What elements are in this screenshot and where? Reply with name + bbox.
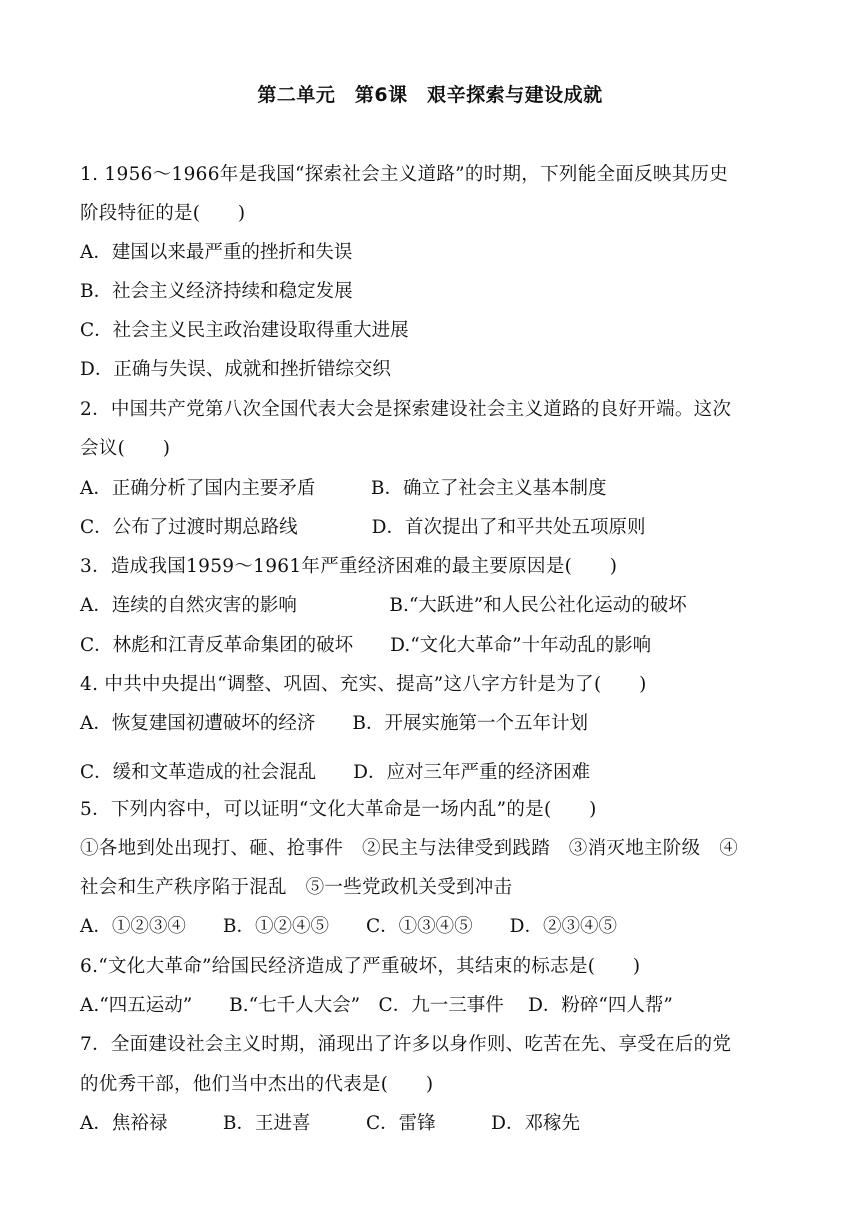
question-1-option-a: A．建国以来最严重的挫折和失误 bbox=[80, 242, 353, 263]
question-1-option-c: C．社会主义民主政治建设取得重大进展 bbox=[80, 320, 409, 341]
question-5-stem-line-3: 社会和生产秩序陷于混乱 ⑤一些党政机关受到冲击 bbox=[80, 877, 513, 898]
page-title: 第二单元 第6课 艰辛探索与建设成就 bbox=[257, 84, 603, 106]
question-2-stem-line-1: 2．中国共产党第八次全国代表大会是探索建设社会主义道路的良好开端。这次 bbox=[80, 399, 732, 420]
question-2-options-row-1: A．正确分析了国内主要矛盾 B．确立了社会主义基本制度 bbox=[80, 478, 607, 499]
question-3-options-row-1: A．连续的自然灾害的影响 B.“大跃进”和人民公社化运动的破坏 bbox=[80, 595, 687, 616]
question-4-options-row-1: A．恢复建国初遭破坏的经济 B．开展实施第一个五年计划 bbox=[80, 713, 588, 734]
question-7-stem-line-1: 7．全面建设社会主义时期，涌现出了许多以身作则、吃苦在先、享受在后的党 bbox=[80, 1034, 732, 1055]
question-1-option-d: D．正确与失误、成就和挫折错综交织 bbox=[80, 359, 391, 380]
question-6-stem: 6.“文化大革命”给国民经济造成了严重破坏，其结束的标志是( ) bbox=[80, 956, 641, 977]
question-1-stem-line-1: 1. 1956～1966年是我国“探索社会主义道路”的时期，下列能全面反映其历史 bbox=[80, 164, 729, 185]
question-4-options-row-2: C．缓和文革造成的社会混乱 D．应对三年严重的经济困难 bbox=[80, 762, 590, 783]
question-3-options-row-2: C．林彪和江青反革命集团的破坏 D.“文化大革命”十年动乱的影响 bbox=[80, 635, 652, 656]
question-1-stem-line-2: 阶段特征的是( ) bbox=[80, 203, 246, 224]
question-7-options: A．焦裕禄 B．王进喜 C．雷锋 D．邓稼先 bbox=[80, 1113, 580, 1134]
question-2-options-row-2: C．公布了过渡时期总路线 D．首次提出了和平共处五项原则 bbox=[80, 517, 646, 538]
question-3-stem: 3．造成我国1959～1961年严重经济困难的最主要原因是( ) bbox=[80, 556, 618, 577]
question-7-stem-line-2: 的优秀干部，他们当中杰出的代表是( ) bbox=[80, 1074, 434, 1095]
question-5-stem-line-1: 5．下列内容中，可以证明“文化大革命是一场内乱”的是( ) bbox=[80, 799, 597, 820]
question-4-stem: 4. 中共中央提出“调整、巩固、充实、提高”这八字方针是为了( ) bbox=[80, 674, 647, 695]
question-5-stem-line-2: ①各地到处出现打、砸、抢事件 ②民主与法律受到践踏 ③消灭地主阶级 ④ bbox=[80, 838, 739, 859]
question-5-options: A．①②③④ B．①②④⑤ C．①③④⑤ D．②③④⑤ bbox=[80, 916, 617, 937]
question-1-option-b: B．社会主义经济持续和稳定发展 bbox=[80, 281, 353, 302]
question-2-stem-line-2: 会议( ) bbox=[80, 438, 171, 459]
question-6-options: A.“四五运动” B.“七千人大会” C．九一三事件 D．粉碎“四人帮” bbox=[80, 995, 673, 1016]
